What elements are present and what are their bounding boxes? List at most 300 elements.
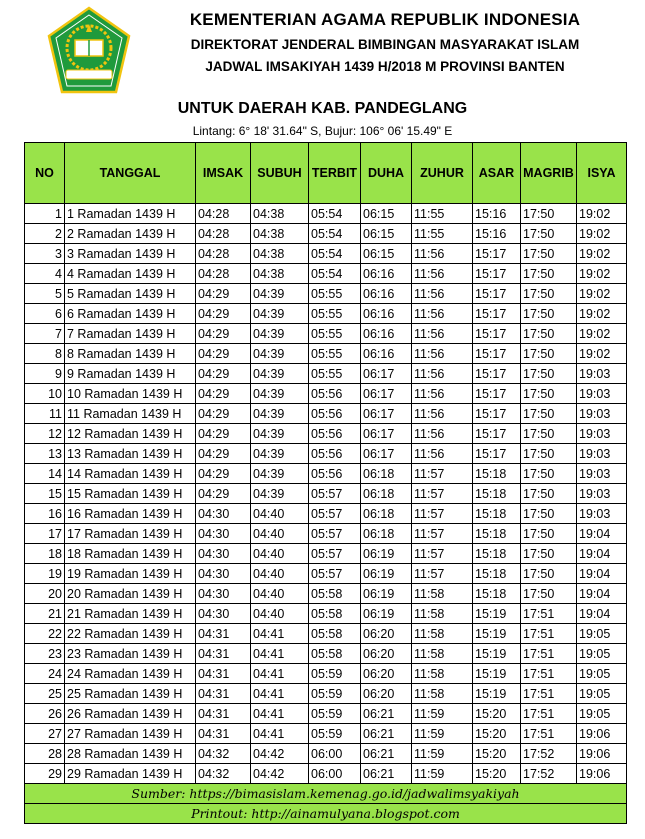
cell-duha: 06:17 [361,364,412,384]
table-row [25,744,627,764]
cell-imsak: 04:28 [196,264,251,284]
table-row [25,444,627,464]
cell-asar: 15:18 [473,584,521,604]
cell-asar: 15:19 [473,624,521,644]
cell-duha: 06:19 [361,564,412,584]
cell-magrib: 17:50 [521,464,577,484]
cell-asar: 15:17 [473,424,521,444]
cell-asar: 15:18 [473,464,521,484]
cell-asar: 15:17 [473,324,521,344]
cell-imsak: 04:29 [196,364,251,384]
cell-tanggal: 23 Ramadan 1439 H [65,644,196,664]
cell-subuh: 04:41 [251,644,309,664]
cell-imsak: 04:31 [196,664,251,684]
cell-isya: 19:03 [577,384,627,404]
cell-duha: 06:19 [361,584,412,604]
cell-magrib: 17:50 [521,324,577,344]
cell-isya: 19:06 [577,724,627,744]
cell-tanggal: 16 Ramadan 1439 H [65,504,196,524]
cell-tanggal: 18 Ramadan 1439 H [65,544,196,564]
cell-terbit: 06:00 [309,764,361,784]
cell-imsak: 04:32 [196,764,251,784]
cell-magrib: 17:50 [521,584,577,604]
cell-terbit: 05:55 [309,344,361,364]
cell-imsak: 04:29 [196,444,251,464]
cell-no: 23 [25,644,65,664]
cell-no: 13 [25,444,65,464]
table-row [25,244,627,264]
cell-terbit: 05:57 [309,484,361,504]
column-header-isya: ISYA [577,143,627,204]
cell-terbit: 05:56 [309,444,361,464]
schedule-title: JADWAL IMSAKIYAH 1439 H/2018 M PROVINSI BANTEN [205,59,565,74]
cell-no: 5 [25,284,65,304]
cell-duha: 06:20 [361,624,412,644]
table-row [25,404,627,424]
cell-no: 26 [25,704,65,724]
cell-subuh: 04:39 [251,484,309,504]
cell-subuh: 04:41 [251,684,309,704]
cell-magrib: 17:52 [521,744,577,764]
table-row [25,224,627,244]
cell-zuhur: 11:56 [412,404,473,424]
cell-isya: 19:05 [577,644,627,664]
cell-magrib: 17:50 [521,544,577,564]
cell-magrib: 17:51 [521,724,577,744]
cell-duha: 06:18 [361,464,412,484]
cell-duha: 06:16 [361,344,412,364]
column-header-tanggal: TANGGAL [65,143,196,204]
cell-tanggal: 25 Ramadan 1439 H [65,684,196,704]
cell-subuh: 04:39 [251,424,309,444]
table-row [25,464,627,484]
cell-subuh: 04:38 [251,204,309,224]
cell-isya: 19:04 [577,524,627,544]
cell-imsak: 04:30 [196,564,251,584]
cell-tanggal: 21 Ramadan 1439 H [65,604,196,624]
cell-asar: 15:17 [473,244,521,264]
cell-no: 27 [25,724,65,744]
cell-asar: 15:17 [473,404,521,424]
cell-imsak: 04:29 [196,284,251,304]
cell-terbit: 05:56 [309,384,361,404]
cell-terbit: 05:55 [309,364,361,384]
cell-tanggal: 3 Ramadan 1439 H [65,244,196,264]
cell-imsak: 04:30 [196,504,251,524]
cell-terbit: 05:56 [309,404,361,424]
cell-isya: 19:04 [577,604,627,624]
cell-zuhur: 11:56 [412,444,473,464]
table-row [25,584,627,604]
cell-asar: 15:18 [473,544,521,564]
cell-isya: 19:02 [577,224,627,244]
cell-subuh: 04:39 [251,284,309,304]
cell-magrib: 17:50 [521,404,577,424]
cell-imsak: 04:30 [196,544,251,564]
cell-isya: 19:02 [577,264,627,284]
cell-imsak: 04:30 [196,524,251,544]
cell-terbit: 06:00 [309,744,361,764]
cell-zuhur: 11:59 [412,744,473,764]
cell-zuhur: 11:58 [412,604,473,624]
cell-terbit: 05:57 [309,504,361,524]
table-row [25,264,627,284]
cell-no: 18 [25,544,65,564]
cell-tanggal: 29 Ramadan 1439 H [65,764,196,784]
cell-terbit: 05:58 [309,624,361,644]
cell-asar: 15:17 [473,304,521,324]
cell-terbit: 05:57 [309,524,361,544]
cell-zuhur: 11:56 [412,324,473,344]
table-row [25,544,627,564]
cell-duha: 06:15 [361,204,412,224]
cell-asar: 15:19 [473,604,521,624]
cell-duha: 06:16 [361,264,412,284]
cell-imsak: 04:31 [196,704,251,724]
cell-no: 3 [25,244,65,264]
cell-magrib: 17:50 [521,524,577,544]
cell-zuhur: 11:56 [412,304,473,324]
cell-magrib: 17:50 [521,204,577,224]
cell-magrib: 17:51 [521,644,577,664]
cell-no: 2 [25,224,65,244]
cell-subuh: 04:39 [251,344,309,364]
cell-isya: 19:02 [577,204,627,224]
table-row [25,524,627,544]
cell-subuh: 04:40 [251,604,309,624]
cell-imsak: 04:31 [196,724,251,744]
cell-magrib: 17:50 [521,364,577,384]
table-row [25,424,627,444]
cell-imsak: 04:29 [196,304,251,324]
cell-isya: 19:03 [577,484,627,504]
cell-imsak: 04:32 [196,744,251,764]
cell-imsak: 04:29 [196,484,251,504]
cell-magrib: 17:51 [521,604,577,624]
cell-isya: 19:05 [577,684,627,704]
cell-tanggal: 27 Ramadan 1439 H [65,724,196,744]
table-row [25,644,627,664]
cell-duha: 06:16 [361,324,412,344]
cell-zuhur: 11:58 [412,584,473,604]
cell-zuhur: 11:56 [412,364,473,384]
cell-magrib: 17:51 [521,664,577,684]
coordinates: Lintang: 6° 18' 31.64" S, Bujur: 106° 06' 15.49" E [192,124,453,138]
cell-no: 14 [25,464,65,484]
column-header-magrib: MAGRIB [521,143,577,204]
cell-terbit: 05:54 [309,264,361,284]
cell-tanggal: 2 Ramadan 1439 H [65,224,196,244]
source-row [25,784,627,804]
table-row [25,504,627,524]
area-title: UNTUK DAERAH KAB. PANDEGLANG [177,100,468,117]
cell-imsak: 04:30 [196,604,251,624]
cell-subuh: 04:41 [251,724,309,744]
ministry-title: KEMENTERIAN AGAMA REPUBLIK INDONESIA [189,10,581,29]
cell-magrib: 17:50 [521,444,577,464]
table-row [25,324,627,344]
cell-isya: 19:05 [577,704,627,724]
cell-duha: 06:19 [361,544,412,564]
cell-terbit: 05:59 [309,724,361,744]
cell-tanggal: 8 Ramadan 1439 H [65,344,196,364]
cell-tanggal: 28 Ramadan 1439 H [65,744,196,764]
cell-subuh: 04:38 [251,244,309,264]
cell-terbit: 05:59 [309,704,361,724]
table-row [25,764,627,784]
cell-subuh: 04:39 [251,324,309,344]
cell-zuhur: 11:56 [412,244,473,264]
cell-terbit: 05:58 [309,584,361,604]
cell-subuh: 04:41 [251,704,309,724]
cell-isya: 19:06 [577,764,627,784]
cell-duha: 06:17 [361,424,412,444]
cell-tanggal: 10 Ramadan 1439 H [65,384,196,404]
cell-duha: 06:20 [361,684,412,704]
column-header-terbit: TERBIT [309,143,361,204]
cell-asar: 15:19 [473,664,521,684]
cell-imsak: 04:31 [196,684,251,704]
cell-no: 16 [25,504,65,524]
cell-duha: 06:17 [361,404,412,424]
cell-asar: 15:18 [473,484,521,504]
cell-isya: 19:02 [577,324,627,344]
cell-isya: 19:04 [577,544,627,564]
cell-isya: 19:04 [577,584,627,604]
cell-no: 17 [25,524,65,544]
cell-duha: 06:20 [361,664,412,684]
table-row [25,204,627,224]
printout-text: Printout: http://ainamulyana.blogspot.com [25,804,627,824]
cell-subuh: 04:42 [251,744,309,764]
cell-asar: 15:19 [473,684,521,704]
cell-subuh: 04:40 [251,584,309,604]
cell-tanggal: 17 Ramadan 1439 H [65,524,196,544]
cell-subuh: 04:41 [251,664,309,684]
cell-isya: 19:05 [577,664,627,684]
cell-no: 29 [25,764,65,784]
cell-no: 21 [25,604,65,624]
cell-asar: 15:17 [473,364,521,384]
cell-terbit: 05:54 [309,224,361,244]
cell-terbit: 05:57 [309,544,361,564]
table-row [25,364,627,384]
cell-no: 8 [25,344,65,364]
cell-imsak: 04:28 [196,244,251,264]
cell-zuhur: 11:57 [412,464,473,484]
cell-subuh: 04:40 [251,544,309,564]
cell-tanggal: 12 Ramadan 1439 H [65,424,196,444]
cell-imsak: 04:30 [196,584,251,604]
cell-zuhur: 11:56 [412,344,473,364]
cell-subuh: 04:41 [251,624,309,644]
cell-duha: 06:15 [361,244,412,264]
cell-magrib: 17:50 [521,264,577,284]
cell-terbit: 05:55 [309,284,361,304]
table-body [25,204,627,784]
cell-tanggal: 24 Ramadan 1439 H [65,664,196,684]
table-row [25,684,627,704]
cell-asar: 15:17 [473,384,521,404]
cell-terbit: 05:58 [309,604,361,624]
cell-tanggal: 26 Ramadan 1439 H [65,704,196,724]
cell-duha: 06:21 [361,724,412,744]
cell-terbit: 05:59 [309,684,361,704]
cell-tanggal: 6 Ramadan 1439 H [65,304,196,324]
column-header-no: NO [25,143,65,204]
cell-no: 15 [25,484,65,504]
cell-zuhur: 11:59 [412,724,473,744]
cell-tanggal: 7 Ramadan 1439 H [65,324,196,344]
cell-isya: 19:04 [577,564,627,584]
cell-tanggal: 13 Ramadan 1439 H [65,444,196,464]
cell-tanggal: 20 Ramadan 1439 H [65,584,196,604]
table-row [25,344,627,364]
cell-tanggal: 19 Ramadan 1439 H [65,564,196,584]
cell-zuhur: 11:57 [412,544,473,564]
cell-imsak: 04:29 [196,324,251,344]
cell-imsak: 04:31 [196,624,251,644]
table-row [25,604,627,624]
cell-tanggal: 5 Ramadan 1439 H [65,284,196,304]
cell-subuh: 04:39 [251,384,309,404]
cell-isya: 19:02 [577,244,627,264]
cell-asar: 15:20 [473,744,521,764]
cell-magrib: 17:50 [521,344,577,364]
cell-zuhur: 11:56 [412,264,473,284]
cell-isya: 19:03 [577,504,627,524]
cell-magrib: 17:50 [521,304,577,324]
cell-no: 10 [25,384,65,404]
cell-duha: 06:21 [361,704,412,724]
cell-imsak: 04:29 [196,404,251,424]
directorate-title: DIREKTORAT JENDERAL BIMBINGAN MASYARAKAT ISLAM [190,37,580,52]
cell-duha: 06:16 [361,304,412,324]
column-header-subuh: SUBUH [251,143,309,204]
cell-imsak: 04:29 [196,344,251,364]
cell-terbit: 05:55 [309,304,361,324]
column-header-imsak: IMSAK [196,143,251,204]
cell-asar: 15:17 [473,264,521,284]
table-row [25,724,627,744]
cell-duha: 06:15 [361,224,412,244]
cell-asar: 15:17 [473,284,521,304]
cell-imsak: 04:29 [196,424,251,444]
cell-subuh: 04:38 [251,264,309,284]
cell-zuhur: 11:55 [412,204,473,224]
cell-subuh: 04:39 [251,304,309,324]
table-row [25,704,627,724]
cell-zuhur: 11:58 [412,644,473,664]
column-header-zuhur: ZUHUR [412,143,473,204]
cell-tanggal: 15 Ramadan 1439 H [65,484,196,504]
cell-duha: 06:18 [361,504,412,524]
cell-duha: 06:19 [361,604,412,624]
cell-subuh: 04:39 [251,404,309,424]
cell-isya: 19:05 [577,624,627,644]
cell-magrib: 17:50 [521,284,577,304]
cell-terbit: 05:56 [309,464,361,484]
cell-tanggal: 22 Ramadan 1439 H [65,624,196,644]
cell-asar: 15:20 [473,704,521,724]
cell-no: 25 [25,684,65,704]
source-text: Sumber: https://bimasislam.kemenag.go.id/jadwalimsyakiyah [25,784,627,804]
cell-no: 11 [25,404,65,424]
cell-subuh: 04:40 [251,564,309,584]
cell-subuh: 04:39 [251,364,309,384]
cell-subuh: 04:40 [251,504,309,524]
cell-tanggal: 14 Ramadan 1439 H [65,464,196,484]
cell-zuhur: 11:57 [412,524,473,544]
cell-magrib: 17:50 [521,484,577,504]
cell-no: 12 [25,424,65,444]
cell-imsak: 04:28 [196,204,251,224]
cell-no: 19 [25,564,65,584]
cell-magrib: 17:50 [521,244,577,264]
cell-zuhur: 11:58 [412,624,473,644]
cell-isya: 19:02 [577,284,627,304]
cell-isya: 19:03 [577,424,627,444]
cell-tanggal: 9 Ramadan 1439 H [65,364,196,384]
cell-zuhur: 11:57 [412,504,473,524]
cell-magrib: 17:50 [521,564,577,584]
cell-duha: 06:16 [361,284,412,304]
cell-no: 1 [25,204,65,224]
column-header-asar: ASAR [473,143,521,204]
cell-tanggal: 4 Ramadan 1439 H [65,264,196,284]
table-row [25,484,627,504]
cell-asar: 15:18 [473,524,521,544]
cell-zuhur: 11:57 [412,564,473,584]
cell-isya: 19:02 [577,344,627,364]
cell-asar: 15:20 [473,724,521,744]
cell-terbit: 05:55 [309,324,361,344]
table-row [25,664,627,684]
cell-no: 22 [25,624,65,644]
cell-zuhur: 11:56 [412,424,473,444]
cell-zuhur: 11:55 [412,224,473,244]
cell-magrib: 17:51 [521,704,577,724]
cell-duha: 06:18 [361,484,412,504]
table-row [25,624,627,644]
cell-no: 7 [25,324,65,344]
cell-magrib: 17:50 [521,504,577,524]
cell-isya: 19:06 [577,744,627,764]
cell-no: 24 [25,664,65,684]
cell-asar: 15:18 [473,504,521,524]
cell-terbit: 05:59 [309,664,361,684]
cell-isya: 19:03 [577,404,627,424]
cell-terbit: 05:57 [309,564,361,584]
cell-zuhur: 11:56 [412,384,473,404]
cell-zuhur: 11:59 [412,704,473,724]
cell-magrib: 17:51 [521,684,577,704]
cell-no: 9 [25,364,65,384]
cell-imsak: 04:29 [196,384,251,404]
cell-isya: 19:03 [577,444,627,464]
cell-magrib: 17:52 [521,764,577,784]
cell-duha: 06:17 [361,444,412,464]
cell-subuh: 04:38 [251,224,309,244]
cell-subuh: 04:39 [251,464,309,484]
cell-imsak: 04:29 [196,464,251,484]
table-header-row [25,143,627,204]
cell-no: 28 [25,744,65,764]
cell-tanggal: 1 Ramadan 1439 H [65,204,196,224]
cell-duha: 06:21 [361,744,412,764]
cell-subuh: 04:39 [251,444,309,464]
cell-terbit: 05:54 [309,244,361,264]
